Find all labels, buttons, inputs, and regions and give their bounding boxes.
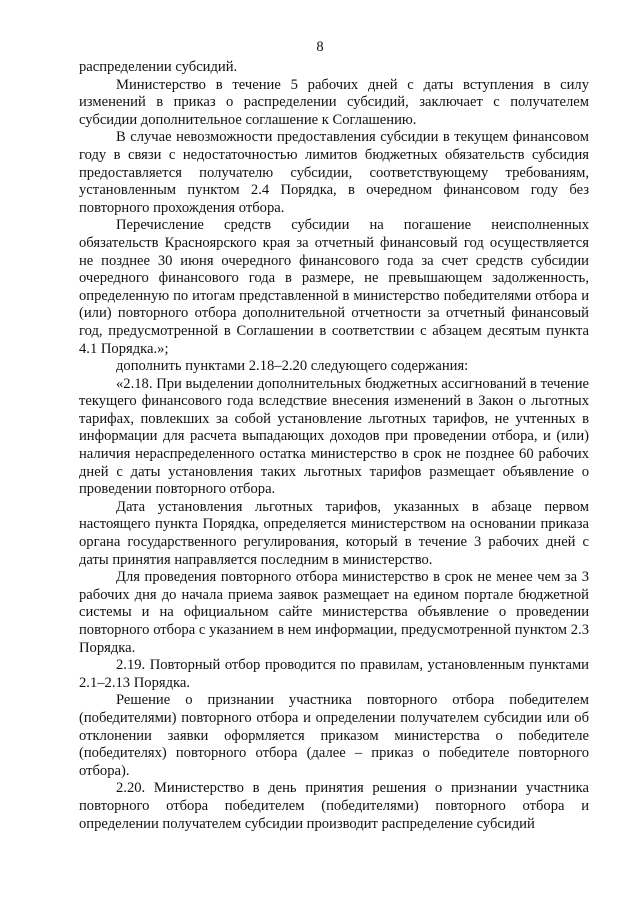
paragraph: Дата установления льготных тарифов, указанных в абзаце первом настоящего пункта Порядка, определяется министерством на основании приказа органа государственного регулирования, который в течение 3 рабочих дней с даты принятия направляется последним в министерство. xyxy=(79,498,589,568)
paragraph-continuation: распределении субсидий. xyxy=(79,59,238,75)
paragraph: дополнить пунктами 2.18–2.20 следующего содержания: xyxy=(116,358,469,375)
paragraph: Решение о признании участника повторного отбора победителем (победителями) повторного отбора и определении получателем субсидии или об отклонении заявки оформляется приказом министерства о победителе (победителях) повторного отбора (далее – приказ о победителе повторного отбора). xyxy=(79,692,589,779)
paragraph: Перечисление средств субсидии на погашение неисполненных обязательств Красноярского края за отчетный финансовый год осуществляется не позднее 30 июня очередного финансового года за счет средств субсидии очередного финансового года в размере, не превышающем задолженность, определенную по итогам представленной в министерство победителями отбора и (или) повторного отбора дополнительной отчетности за отчетный финансовый год, предусмотренной в Соглашении в соответствии с абзацем десятым пункта 4.1 Порядка.»; xyxy=(79,217,589,357)
paragraph-2-20: 2.20. Министерство в день принятия решения о признании участника повторного отбора победителем (победителями) повторного отбора и определении получателем субсидии производит распределение субсидий xyxy=(79,780,589,832)
page-number: 8 xyxy=(316,39,324,55)
document-body xyxy=(79,59,589,833)
paragraph-2-18: «2.18. При выделении дополнительных бюджетных ассигнований в течение текущего финансового года вследствие внесения изменений в Закон о льготных тарифах, повлекших за собой установление льготных тарифов, не учтенных в информации для расчета выпадающих доходов при проведении отбора, и (или) наличия нераспределенного остатка министерство в срок не позднее 60 рабочих дней с даты установления таких льготных тарифов размещает объявление о проведении повторного отбора. xyxy=(79,375,589,498)
paragraph-2-19: 2.19. Повторный отбор проводится по правилам, установленным пунктами 2.1–2.13 Порядка. xyxy=(79,657,589,691)
paragraph: Министерство в течение 5 рабочих дней с даты вступления в силу изменений в приказ о распределении субсидий, заключает с получателем субсидии дополнительное соглашение к Соглашению. xyxy=(79,76,589,128)
paragraph: Для проведения повторного отбора министерство в срок не менее чем за 3 рабочих дня до начала приема заявок размещает на едином портале бюджетной системы и на официальном сайте министерства объявление о проведении повторного отбора с указанием в нем информации, предусмотренной пунктом 2.3 Порядка. xyxy=(79,569,589,656)
paragraph: В случае невозможности предоставления субсидии в текущем финансовом году в связи с недостаточностью лимитов бюджетных обязательств субсидия предоставляется получателю субсидии, соответствующему требованиям, установленным пунктом 2.4 Порядка, в очередном финансовом году без повторного прохождения отбора. xyxy=(79,129,589,216)
